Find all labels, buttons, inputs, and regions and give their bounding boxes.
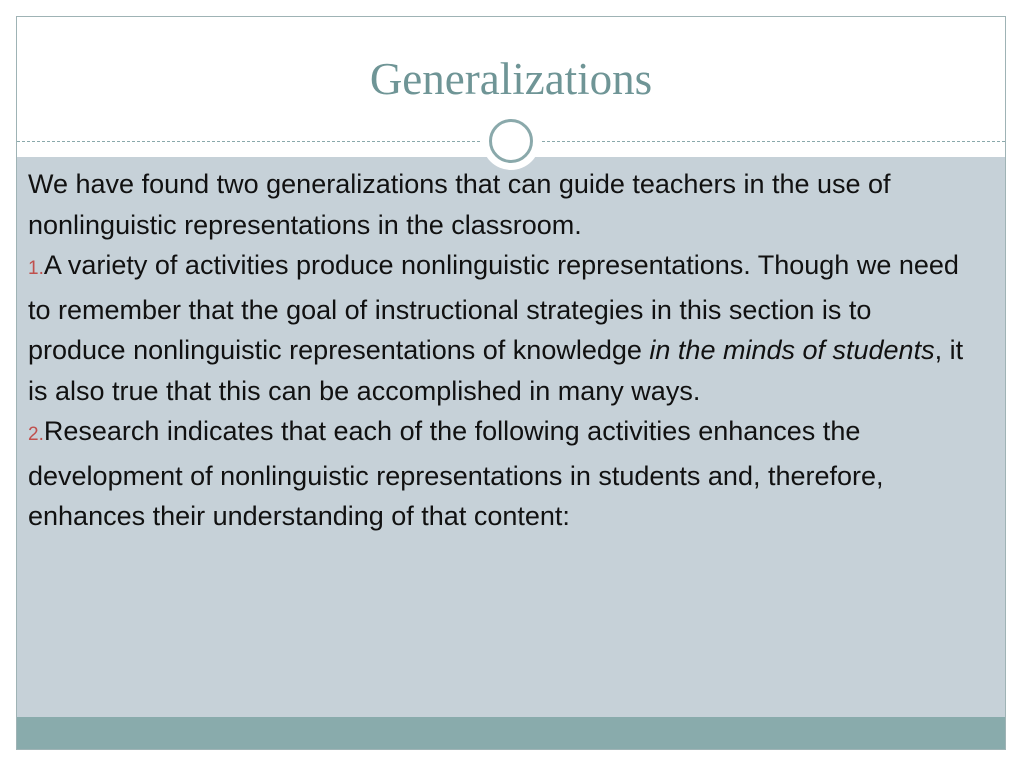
list-text: , it is also true that this can be accomplished in many ways. (28, 335, 964, 406)
list-number: 2. (28, 424, 44, 445)
list-item-2 (28, 411, 973, 537)
slide-body (28, 164, 973, 537)
list-item-1 (28, 245, 973, 411)
intro-paragraph: We have found two generalizations that can guide teachers in the use of nonlinguistic representations in the classroom. (28, 169, 891, 240)
list-number: 1. (28, 258, 44, 279)
list-text: Research indicates that each of the following activities enhances the development of nonlinguistic representations in students and, therefore, enhances their understanding of that content: (28, 416, 884, 531)
list-text: A variety of activities produce nonlinguistic representations. Though we need to remember that the goal of instructional strategies in this section is to produce nonlinguistic representations of knowledge (28, 250, 959, 365)
circle-ornament-icon (482, 112, 540, 170)
emphasis-text: in the minds of students (649, 335, 935, 365)
footer-bar (17, 717, 1005, 750)
slide-title: Generalizations (369, 54, 653, 104)
